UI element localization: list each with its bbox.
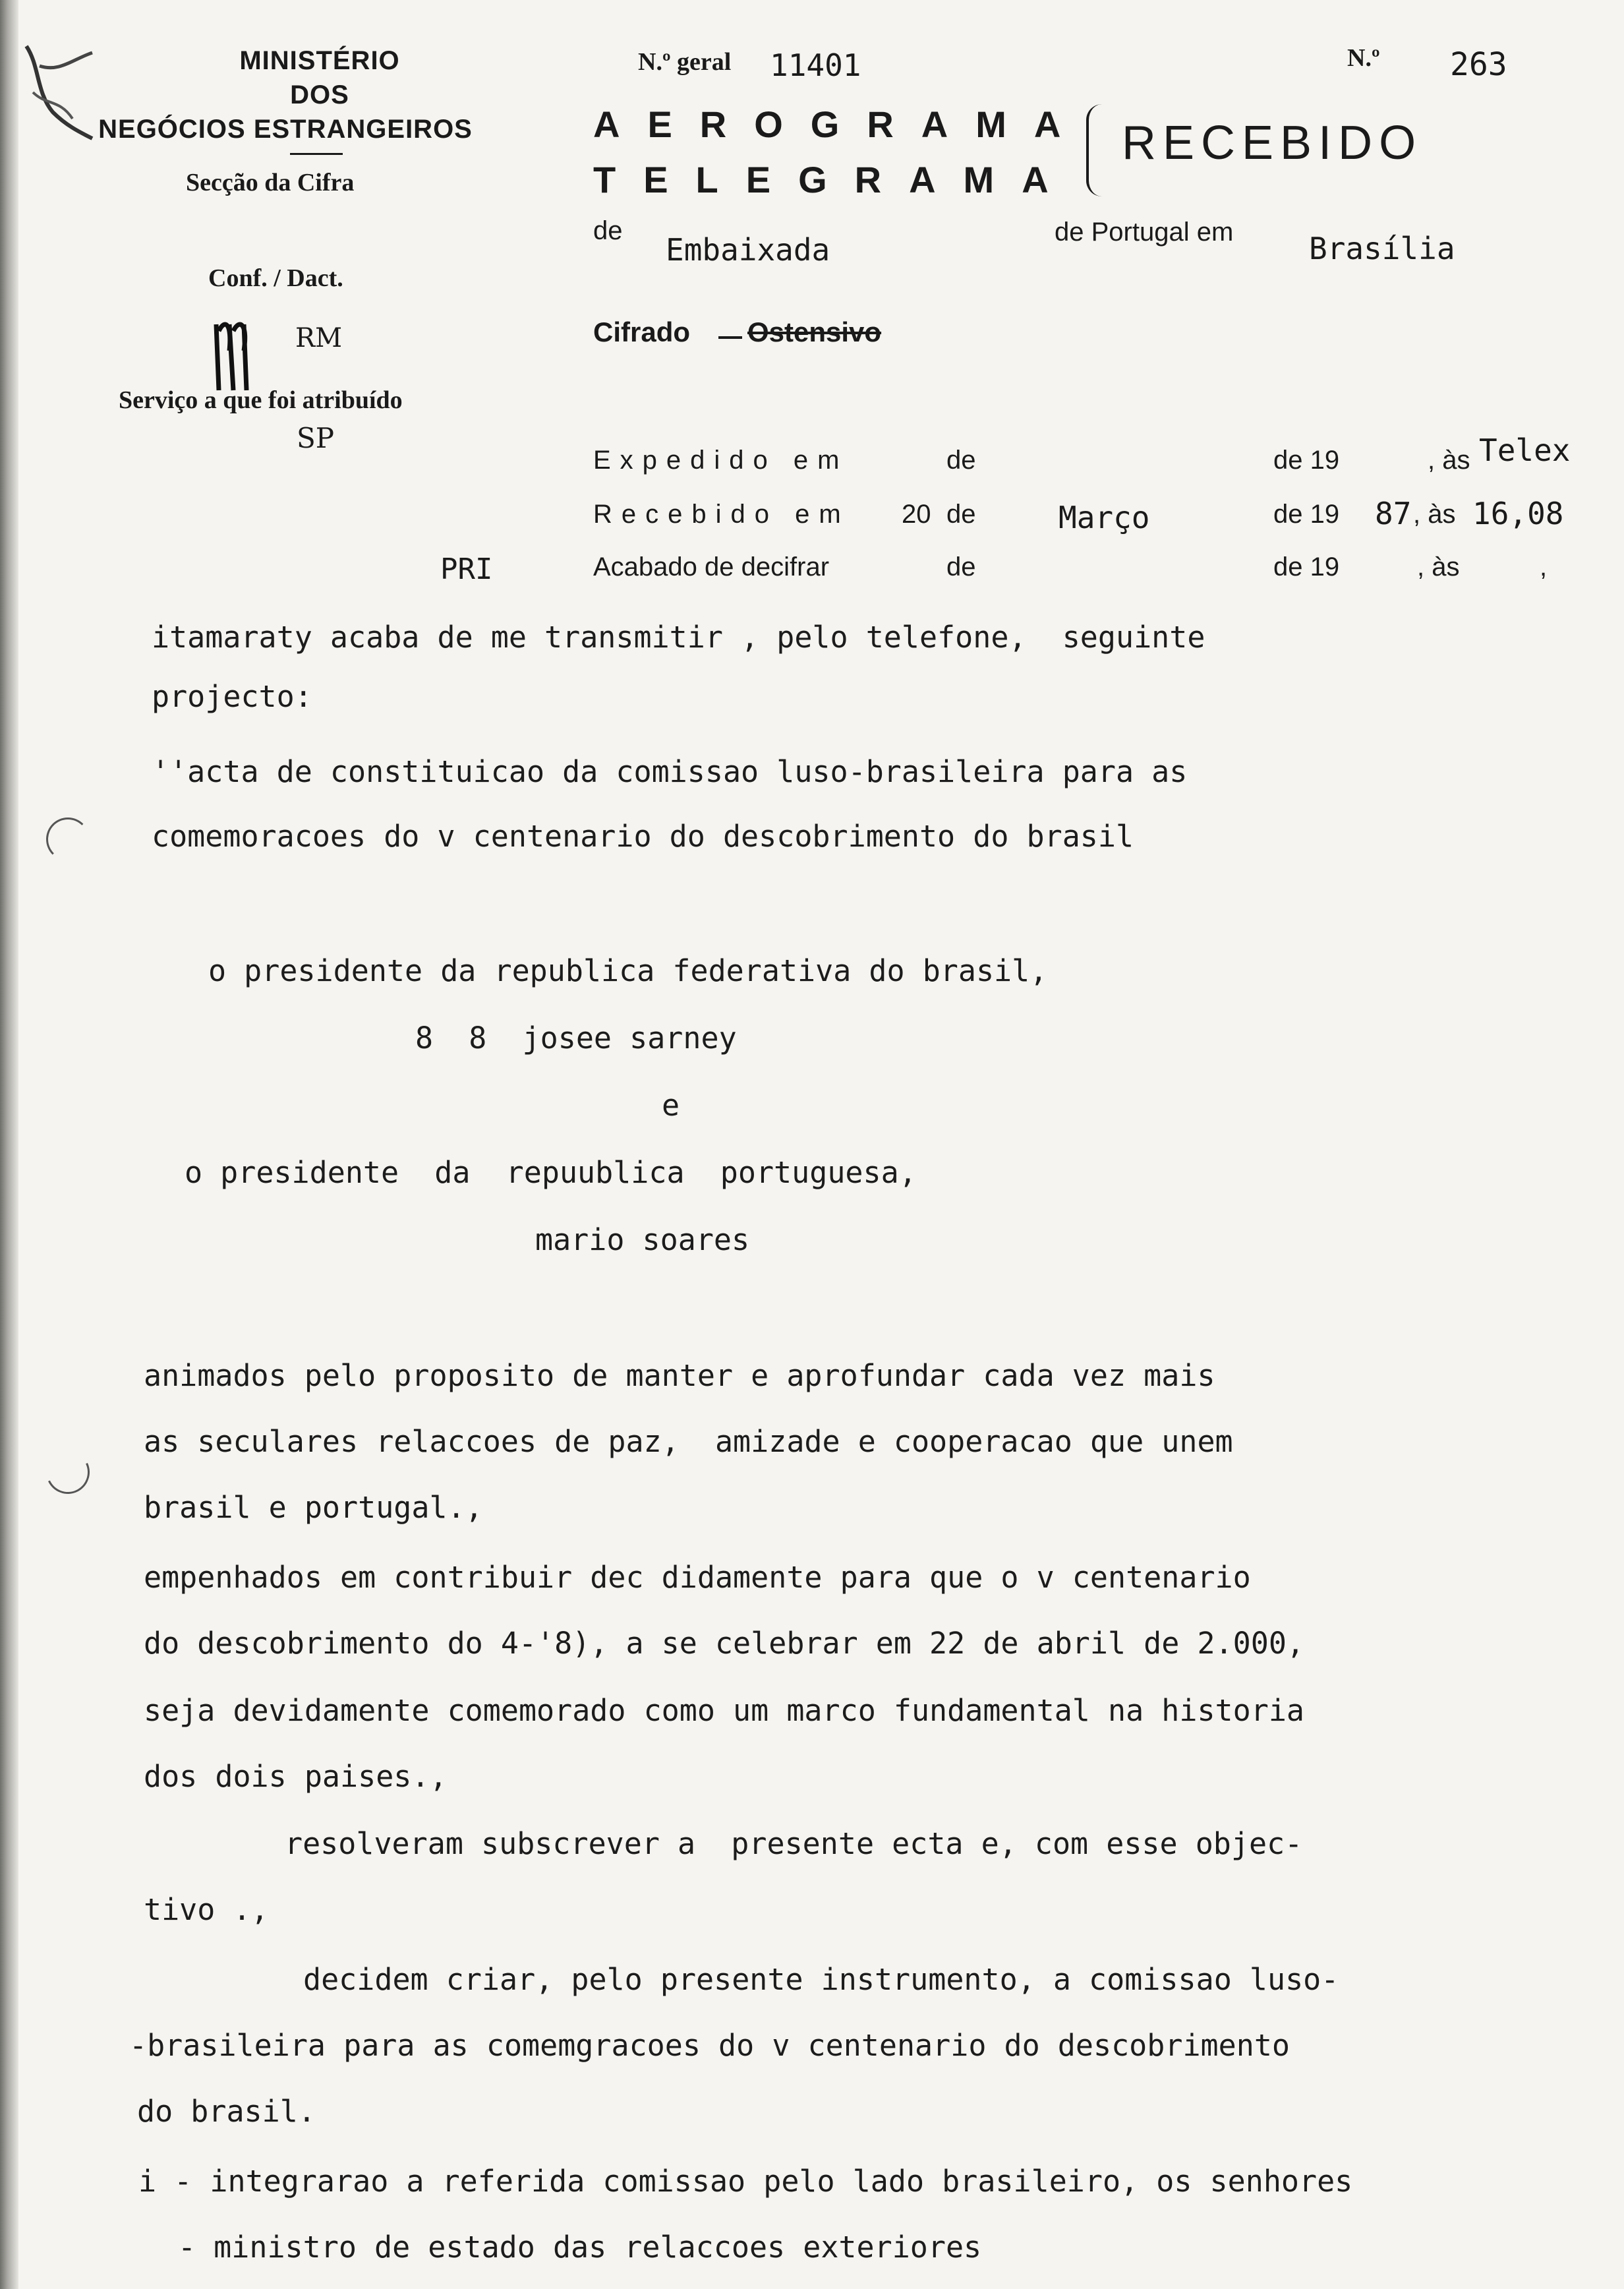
body-line-3: ''acta de constituicao da comissao luso-brasileira para as [152, 754, 1188, 789]
ministry-line-2: DOS [290, 80, 349, 109]
dispatched-telex: Telex [1479, 432, 1571, 468]
body-line-12: brasil e portugal., [144, 1490, 483, 1525]
cipher-section-label: Secção da Cifra [186, 169, 355, 196]
dispatched-de: de [946, 446, 976, 475]
body-line-16: dos dois paises., [144, 1759, 448, 1794]
conf-dact-label: Conf. / Dact. [208, 264, 343, 292]
dactylographer-initials: RM [295, 323, 343, 353]
deciphered-label: Acabado de decifrar [593, 552, 830, 581]
ministry-line-1: MINISTÉRIO [239, 46, 400, 75]
general-number-value: 11401 [770, 47, 861, 83]
deciphered-de: de [946, 552, 976, 581]
body-line-7: e [662, 1088, 680, 1123]
assigned-service-value: SP [297, 422, 335, 454]
body-line-6: 8 8 josee sarney [415, 1021, 737, 1055]
cipher-mode-struck: Ostensivo [747, 316, 882, 347]
assigned-service-label: Serviço a que foi atribuído [119, 386, 403, 414]
origin-country-label: de Portugal em [1055, 218, 1234, 247]
body-line-9: mario soares [535, 1222, 750, 1257]
deciphered-trailing-comma: , [1540, 552, 1548, 581]
type-telegrama: TELEGRAMA [593, 159, 1076, 200]
received-de: de [946, 500, 976, 529]
ministry-line-3: NEGÓCIOS ESTRANGEIROS [98, 115, 473, 144]
scan-binding-edge [0, 0, 18, 2289]
received-time: 16,08 [1472, 496, 1564, 531]
body-line-4: comemoracoes do v centenario do descobrimento do brasil [152, 819, 1134, 854]
received-month: Março [1058, 500, 1150, 535]
deciphered-at: , às [1417, 552, 1460, 581]
received-year: 87 [1375, 496, 1412, 531]
body-line-18: tivo ., [144, 1892, 269, 1927]
body-line-15: seja devidamente comemorado como um marco fundamental na historia [144, 1693, 1304, 1728]
body-line-1: itamaraty acaba de me transmitir , pelo telefone, seguinte [152, 620, 1205, 655]
cipher-dash [718, 336, 742, 339]
body-line-19: decidem criar, pelo presente instrumento, a comissao luso- [303, 1962, 1339, 1997]
origin-de-label: de [593, 216, 623, 245]
body-line-13: empenhados em contribuir dec didamente para que o v centenario [144, 1560, 1251, 1595]
body-line-10: animados pelo proposito de manter e aprofundar cada vez mais [144, 1358, 1215, 1393]
dispatched-label: Expedido em [593, 446, 849, 475]
body-line-5: o presidente da republica federativa do brasil, [208, 953, 1048, 988]
telegram-number-value: 263 [1450, 46, 1507, 83]
received-at: , às [1413, 500, 1456, 529]
deciphered-de-19: de 19 [1273, 552, 1340, 581]
received-de-19: de 19 [1273, 500, 1340, 529]
dispatched-de-19: de 19 [1273, 446, 1340, 475]
body-line-20: -brasileira para as comemgracoes do v centenario do descobrimento [129, 2028, 1290, 2063]
received-label: Recebido em [593, 500, 850, 529]
received-day: 20 [902, 500, 931, 529]
body-line-21: do brasil. [137, 2094, 316, 2129]
body-line-17: resolveram subscrever a presente ecta e, com esse objec- [285, 1826, 1303, 1861]
priority-code: PRI [440, 552, 493, 586]
type-aerograma: AEROGRAMA [593, 104, 1089, 145]
origin-city: Brasília [1309, 231, 1455, 266]
body-line-14: do descobrimento do 4-'8), a se celebrar em 22 de abril de 2.000, [144, 1626, 1304, 1661]
body-line-8: o presidente da repuublica portuguesa, [185, 1155, 917, 1190]
ministry-divider [290, 153, 343, 155]
body-line-22: i - integrarao a referida comissao pelo lado brasileiro, os senhores [138, 2164, 1353, 2199]
origin-embassy: Embaixada [666, 232, 830, 268]
cipher-mode-label: Cifrado [593, 316, 690, 347]
body-line-23: - ministro de estado das relaccoes exteriores [178, 2230, 982, 2265]
margin-mark-1 [46, 818, 90, 861]
status-received: RECEBIDO [1122, 117, 1423, 169]
type-brace [1086, 104, 1102, 196]
dispatched-at: , às [1428, 446, 1470, 475]
body-line-11: as seculares relaccoes de paz, amizade e cooperacao que unem [144, 1424, 1233, 1459]
telegram-number-label: N.º [1347, 44, 1380, 72]
body-line-2: projecto: [152, 679, 312, 714]
general-number-label: N.º geral [638, 48, 732, 76]
